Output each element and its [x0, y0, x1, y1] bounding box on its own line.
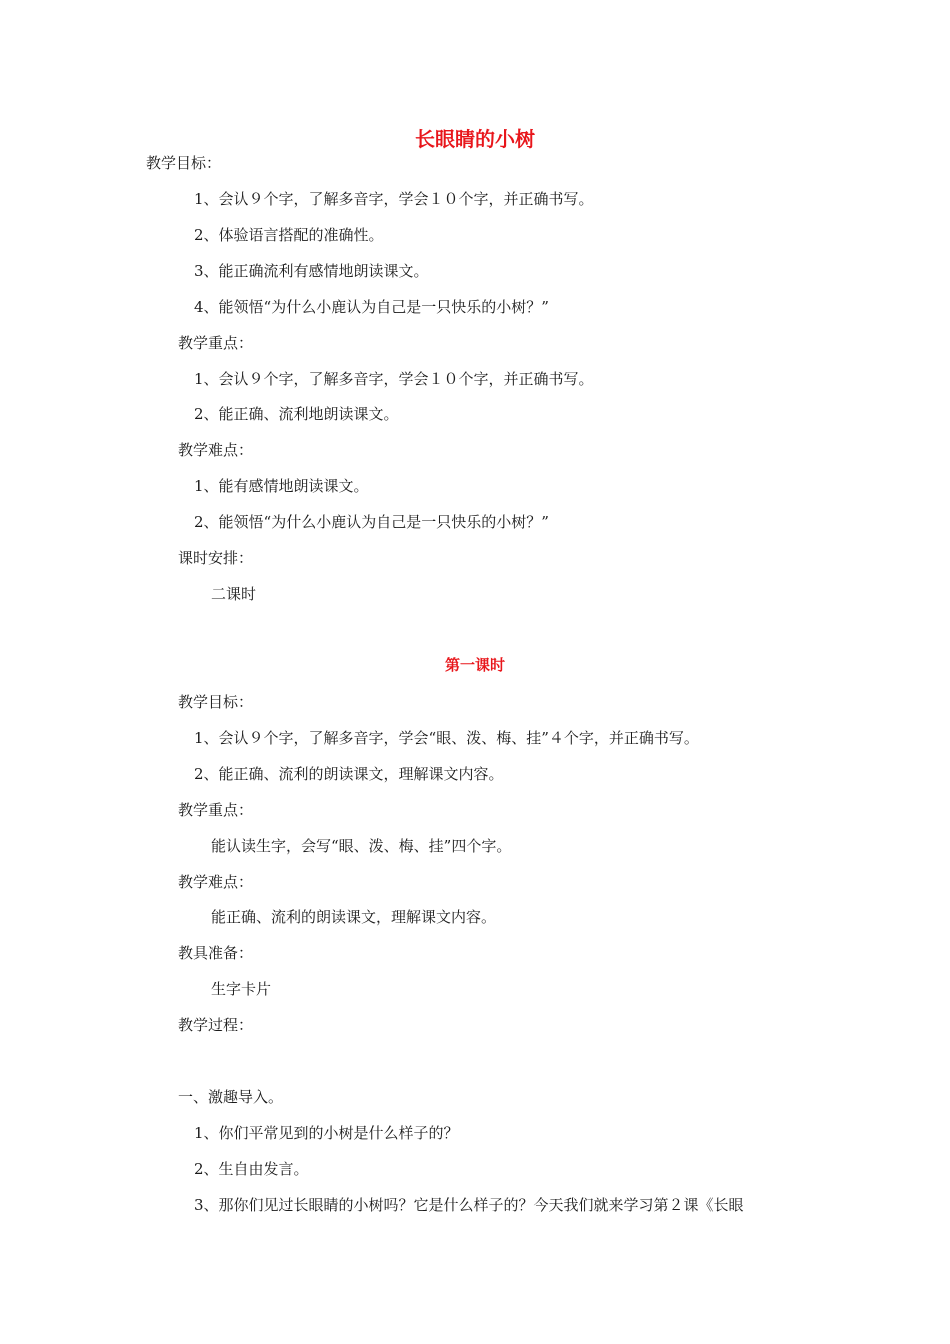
- lesson1-key-heading: 教学重点：: [178, 801, 254, 819]
- lesson1-title: 第一课时: [444, 656, 505, 674]
- intro-schedule-heading: 课时安排：: [178, 549, 254, 567]
- intro-schedule-value: 二课时: [211, 585, 257, 603]
- lesson1-tools-heading: 教具准备：: [178, 944, 254, 962]
- intro-key-item: 2、能正确、流利地朗读课文。: [194, 405, 399, 423]
- lesson1-step1-item: 2、生自由发言。: [194, 1160, 309, 1178]
- lesson1-step1-item: 3、那你们见过长眼睛的小树吗？它是什么样子的？今天我们就来学习第２课《长眼: [194, 1196, 744, 1214]
- lesson1-process-heading: 教学过程：: [178, 1016, 254, 1034]
- lesson1-step1-heading: 一、激趣导入。: [178, 1088, 284, 1106]
- intro-goal-item: 3、能正确流利有感情地朗读课文。: [194, 262, 429, 280]
- lesson1-goal-item: 1、会认９个字，了解多音字，学会“眼、泼、梅、挂”４个字，并正确书写。: [194, 729, 699, 747]
- lesson1-difficult-point: 能正确、流利的朗读课文，理解课文内容。: [211, 908, 497, 926]
- lesson1-goal-item: 2、能正确、流利的朗读课文，理解课文内容。: [194, 765, 504, 783]
- lesson1-difficult-heading: 教学难点：: [178, 873, 254, 891]
- intro-key-heading: 教学重点：: [178, 334, 254, 352]
- lesson1-goals-heading: 教学目标：: [178, 693, 254, 711]
- lesson1-key-point: 能认读生字，会写“眼、泼、梅、挂”四个字。: [211, 837, 512, 855]
- intro-goal-item: 1、会认９个字，了解多音字，学会１０个字，并正确书写。: [194, 190, 594, 208]
- lesson1-step1-item: 1、你们平常见到的小树是什么样子的？: [194, 1124, 459, 1142]
- intro-goals-heading: 教学目标：: [146, 154, 222, 172]
- intro-goal-item: 2、体验语言搭配的准确性。: [194, 226, 384, 244]
- intro-difficult-item: 2、能领悟“为什么小鹿认为自己是一只快乐的小树？”: [194, 513, 549, 531]
- intro-key-item: 1、会认９个字，了解多音字，学会１０个字，并正确书写。: [194, 370, 594, 388]
- intro-goal-item: 4、能领悟“为什么小鹿认为自己是一只快乐的小树？”: [194, 298, 549, 316]
- intro-difficult-item: 1、能有感情地朗读课文。: [194, 477, 369, 495]
- intro-difficult-heading: 教学难点：: [178, 441, 254, 459]
- lesson1-tools-value: 生字卡片: [211, 980, 272, 998]
- document-title: 长眼睛的小树: [415, 127, 535, 151]
